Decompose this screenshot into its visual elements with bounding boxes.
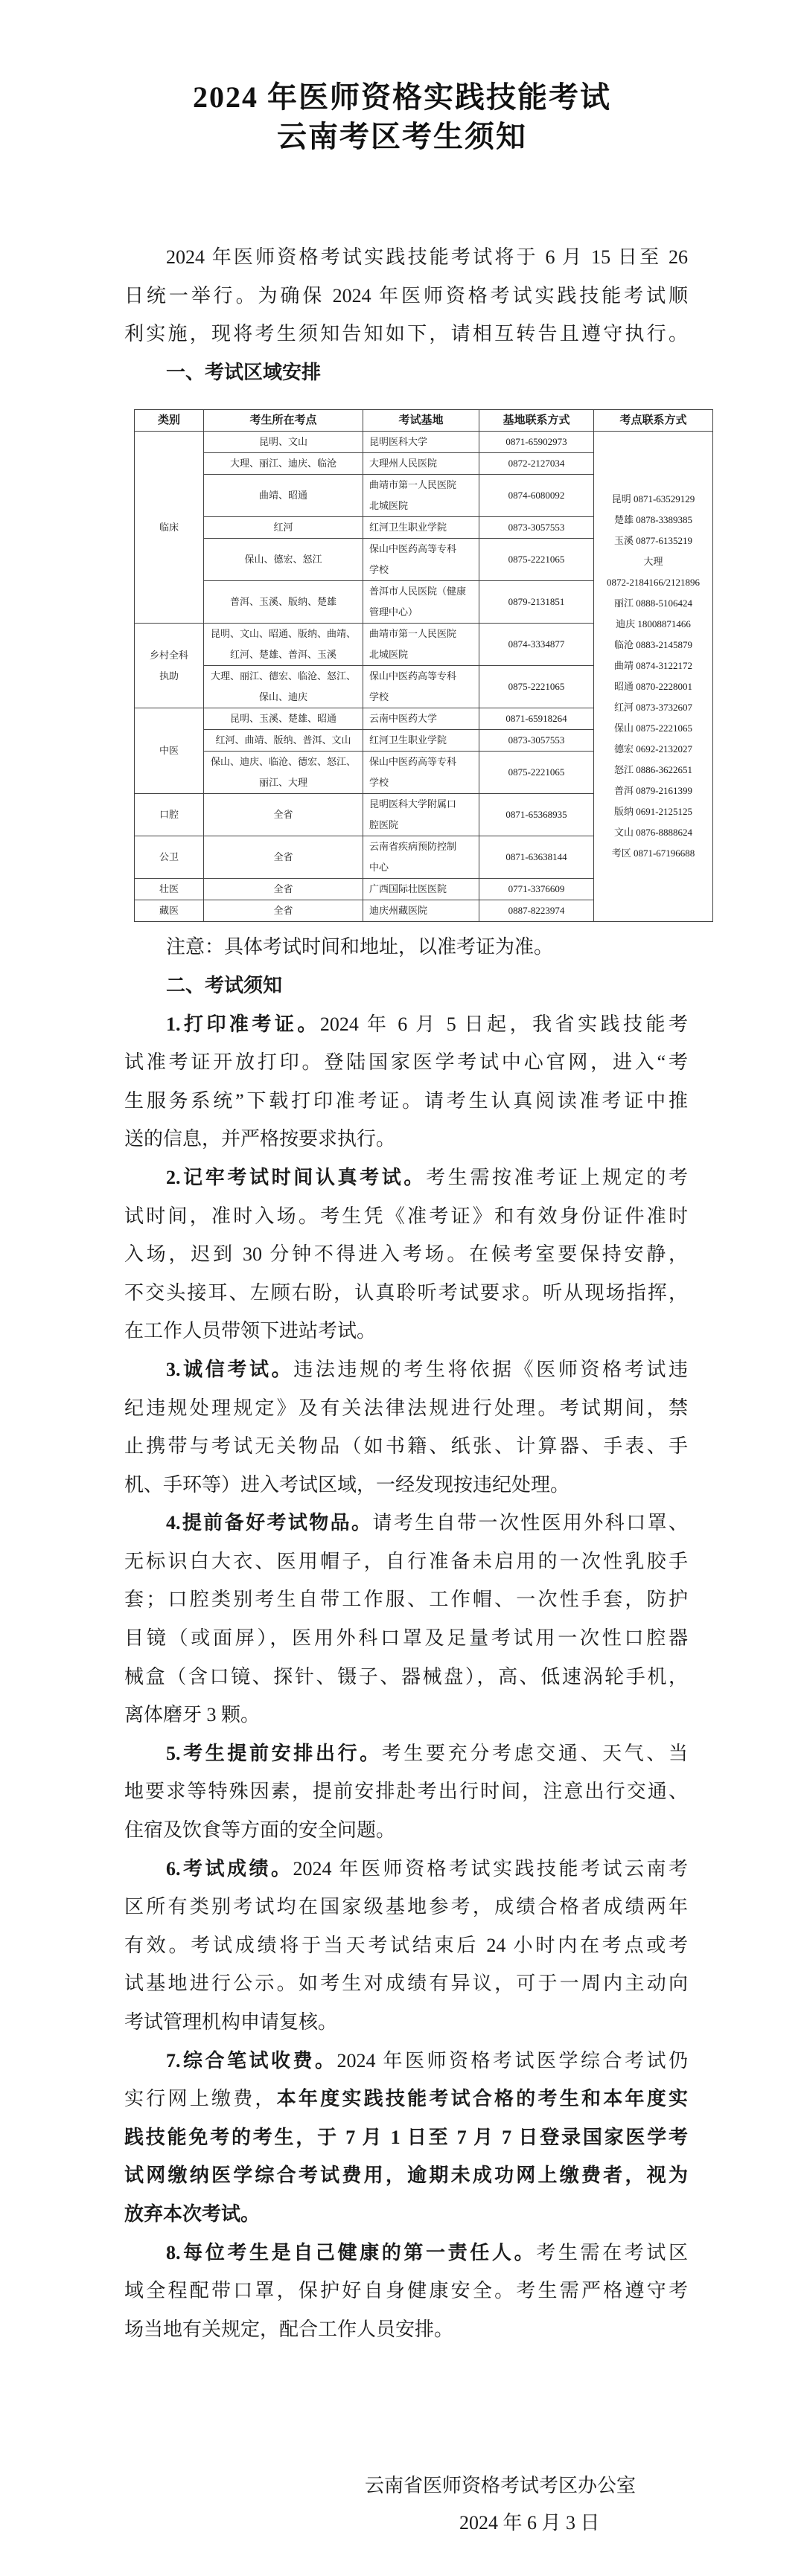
text: 在工作人员带领下进站考试。	[124, 1320, 377, 1342]
issue-date: 2024 年 6 月 3 日	[459, 2512, 600, 2534]
sites-cell	[204, 794, 363, 836]
notice-line	[124, 1274, 688, 1313]
cell-line: 红河卫生职业学院	[369, 734, 447, 746]
category-cell	[135, 794, 204, 836]
cell-line: 大理、丽江、德宏、临沧、怒江、	[210, 670, 356, 682]
cell-line: 昭通 0870-2228001	[613, 681, 693, 693]
cell-line: 丽江 0888-5106424	[613, 597, 693, 609]
base-cell	[363, 624, 479, 666]
cell-line: 玉溪 0877-6135219	[613, 535, 693, 547]
text: 离体磨牙 3 颗。	[124, 1704, 261, 1726]
text: 试准考证开放打印。登陆国家医学考试中心官网，进入“考	[124, 1051, 688, 1074]
text: 试时间，准时入场。考生凭《准考证》和有效身份证件准时	[124, 1205, 688, 1227]
notice-line	[124, 1082, 688, 1121]
text: 2024 年医师资格考试实践技能考试云南考	[293, 1857, 688, 1880]
exam-area-table-wrapper	[134, 409, 712, 922]
text: 场当地有关规定，配合工作人员安排。	[124, 2318, 454, 2340]
cell-line: 学校	[369, 691, 389, 703]
cell-line: 0872-2184166/2121896	[607, 577, 700, 589]
text: 试基地进行公示。如考生对成绩有异议，可于一周内主动向	[124, 1973, 688, 1995]
text: 止携带与考试无关物品（如书籍、纸张、计算器、手表、手	[124, 1435, 688, 1458]
header-base: 考试基地	[363, 410, 479, 432]
issuer-name: 云南省医师资格考试考区办公室	[365, 2475, 636, 2497]
category-cell	[135, 900, 204, 922]
cell-line: 北城医院	[369, 649, 409, 661]
notice-item	[124, 1351, 688, 1504]
base-cell	[363, 432, 479, 453]
cell-line: 丽江、大理	[258, 777, 307, 789]
note-text: 注意：具体考试时间和地址，以准考证为准。	[166, 936, 554, 958]
text: 目镜（或面屏），医用外科口罩及足量考试用一次性口腔器	[124, 1627, 688, 1650]
header-sites: 考生所在考点	[204, 410, 363, 432]
cell-line: 口腔	[159, 809, 179, 821]
cell-line: 红河、曲靖、版纳、普洱、文山	[215, 734, 351, 746]
notice-line	[124, 1466, 688, 1505]
document-title	[0, 77, 804, 156]
notice-line	[124, 1504, 688, 1542]
bold-text: 5.考生提前安排出行。	[166, 1742, 382, 1764]
cell-line: 中心	[369, 862, 389, 874]
cell-line: 昆明医科大学附属口	[369, 798, 457, 810]
cell-line: 公卫	[159, 851, 179, 863]
base-cell	[363, 794, 479, 836]
sites-cell	[204, 836, 363, 879]
header-base-contact: 基地联系方式	[479, 410, 594, 432]
intro-line: 2024 年医师资格考试实践技能考试将于 6 月 15 日至 26	[166, 246, 688, 268]
base-cell	[363, 730, 479, 752]
cell-line: 红河	[273, 522, 293, 534]
notice-line	[124, 1658, 688, 1696]
sites-cell	[204, 453, 363, 475]
category-cell	[135, 879, 204, 900]
notice-line	[124, 1772, 688, 1811]
cell-line: 昆明、文山	[258, 436, 307, 448]
cell-line: 迪庆州藏医院	[369, 905, 428, 917]
base-cell	[363, 708, 479, 730]
cell-line: 普洱 0879-2161399	[613, 785, 693, 797]
text: 机、手环等）进入考试区域，一经发现按违纪处理。	[124, 1473, 570, 1496]
category-cell	[135, 836, 204, 879]
text: 考生要充分考虑交通、天气、当	[381, 1742, 688, 1764]
cell-line: 临床	[159, 521, 179, 533]
text: 有效。考试成绩将于当天考试结束后 24 小时内在考点或考	[124, 1934, 688, 1956]
title-line-1: 2024 年医师资格实践技能考试	[193, 80, 611, 114]
intro-line: 利实施，现将考生须知告知如下，请相互转告且遵守执行。	[124, 323, 688, 345]
text: 考生需在考试区	[536, 2241, 688, 2263]
intro-paragraph	[124, 238, 688, 391]
cell-line: 壮医	[159, 883, 179, 895]
bold-text: 本年度实践技能考试合格的考生和本年度实	[276, 2088, 688, 2110]
cell-line: 怒江 0886-3622651	[613, 764, 693, 776]
cell-line: 昆明 0871-63529129	[611, 493, 695, 505]
notice-line	[124, 1120, 688, 1159]
text: 违法违规的考生将依据《医师资格考试违	[293, 1358, 688, 1380]
base-cell	[363, 453, 479, 475]
category-cell	[135, 708, 204, 794]
notice-line	[124, 2003, 688, 2042]
cell-line: 昆明、玉溪、楚雄、昭通	[229, 713, 336, 725]
sites-cell	[204, 581, 363, 624]
cell-line: 全省	[273, 905, 293, 917]
base-phone-cell: 0875-2221065	[479, 752, 594, 794]
cell-line: 大理	[643, 556, 663, 568]
text: 入场，迟到 30 分钟不得进入考场。在候考室要保持安静，	[124, 1243, 688, 1266]
cell-line: 广西国际壮医医院	[369, 883, 447, 895]
cell-line: 云南省疾病预防控制	[369, 841, 457, 853]
text: 2024 年医师资格考试医学综合考试仍	[336, 2049, 688, 2072]
cell-line: 版纳 0691-2125125	[613, 806, 693, 818]
notice-line	[124, 1696, 688, 1734]
bold-text: 7.综合笔试收费。	[166, 2049, 337, 2072]
sites-cell	[204, 752, 363, 794]
section-heading-1: 一、考试区域安排	[166, 361, 322, 383]
base-phone-cell: 0874-6080092	[479, 475, 594, 517]
cell-line: 红河、楚雄、普洱、玉溪	[229, 649, 336, 661]
notice-line	[124, 1389, 688, 1428]
cell-line: 楚雄 0878-3389385	[613, 514, 693, 526]
notice-line	[124, 1888, 688, 1926]
notice-line	[124, 1542, 688, 1581]
base-phone-cell: 0873-3057553	[479, 730, 594, 752]
text: 套；口腔类别考生自带工作服、工作帽、一次性手套，防护	[124, 1589, 688, 1611]
cell-line: 曲靖、昭通	[258, 490, 307, 502]
cell-line: 曲靖 0874-3122172	[613, 660, 693, 672]
cell-line: 全省	[273, 883, 293, 895]
site-contacts-cell	[594, 432, 713, 922]
cell-line: 文山 0876-8888624	[613, 827, 693, 839]
base-phone-cell: 0871-65918264	[479, 708, 594, 730]
cell-line: 学校	[369, 777, 389, 789]
base-phone-cell: 0879-2131851	[479, 581, 594, 624]
text: 送的信息，并严格按要求执行。	[124, 1128, 396, 1150]
cell-line: 腔医院	[369, 819, 399, 831]
notice-line	[124, 2156, 688, 2195]
cell-line: 保山、德宏、怒江	[244, 554, 322, 565]
sites-cell	[204, 517, 363, 539]
cell-line: 红河 0873-3732607	[613, 702, 693, 714]
base-phone-cell: 0873-3057553	[479, 517, 594, 539]
section-heading-2: 二、考试须知	[166, 974, 283, 996]
cell-line: 管理中心）	[369, 606, 418, 618]
text: 纪违规处理规定》及有关法律法规进行处理。考试期间，禁	[124, 1397, 688, 1419]
cell-line: 执助	[159, 670, 179, 682]
cell-line: 北城医院	[369, 500, 409, 512]
sites-cell	[204, 475, 363, 517]
notice-line	[124, 1734, 688, 1773]
notice-line	[124, 1811, 688, 1850]
sites-cell	[204, 879, 363, 900]
cell-line: 中医	[159, 745, 179, 757]
notice-item	[124, 1504, 688, 1734]
header-category: 类别	[135, 410, 204, 432]
sites-cell	[204, 730, 363, 752]
notice-line	[124, 2080, 688, 2118]
cell-line: 昆明医科大学	[369, 436, 428, 448]
bold-text: 6.考试成绩。	[166, 1857, 293, 1880]
base-phone-cell: 0875-2221065	[479, 666, 594, 708]
text: 实行网上缴费，	[124, 2088, 277, 2110]
text: 械盒（含口镜、探针、镊子、器械盘），高、低速涡轮手机，	[124, 1665, 688, 1688]
base-cell	[363, 475, 479, 517]
cell-line: 临沧 0883-2145879	[613, 639, 693, 651]
bold-text: 践技能免考的考生，于 7 月 1 日至 7 月 7 日登录国家医学考	[124, 2126, 688, 2148]
sites-cell	[204, 432, 363, 453]
notice-line	[124, 1964, 688, 2003]
notice-line	[124, 1926, 688, 1965]
notice-line	[124, 1427, 688, 1466]
text: 区所有类别考试均在国家级基地参考，成绩合格者成绩两年	[124, 1896, 688, 1918]
cell-line: 保山、迪庆	[258, 691, 307, 703]
text: 请考生自带一次性医用外科口罩、	[372, 1512, 688, 1534]
notice-item	[124, 1850, 688, 2042]
notice-item	[124, 2042, 688, 2234]
table-body	[135, 432, 713, 922]
bold-text: 1.打印准考证。	[166, 1013, 320, 1035]
text: 考生需按准考证上规定的考	[426, 1166, 688, 1188]
cell-line: 曲靖市第一人民医院	[369, 479, 457, 491]
table-header-row	[135, 410, 713, 432]
text: 地要求等特殊因素，提前安排赴考出行时间，注意出行交通、	[124, 1781, 688, 1803]
intro-line: 日统一举行。为确保 2024 年医师资格考试实践技能考试顺	[124, 284, 688, 307]
cell-line: 红河卫生职业学院	[369, 522, 447, 534]
notice-line	[124, 2195, 688, 2234]
notice-line	[124, 2310, 688, 2349]
base-cell	[363, 539, 479, 581]
base-cell	[363, 836, 479, 879]
cell-line: 乡村全科	[149, 649, 188, 661]
base-cell	[363, 752, 479, 794]
text: 无标识白大衣、医用帽子，自行准备未启用的一次性乳胶手	[124, 1550, 688, 1572]
cell-line: 昆明、文山、昭通、版纳、曲靖、	[210, 628, 356, 640]
cell-line: 大理、丽江、迪庆、临沧	[229, 458, 336, 470]
notice-line	[124, 1235, 688, 1274]
cell-line: 全省	[273, 851, 293, 863]
notice-item	[124, 1005, 688, 1159]
notice-line	[124, 1005, 688, 1044]
notice-item	[124, 1159, 688, 1351]
cell-line: 保山 0875-2221065	[613, 723, 693, 734]
cell-line: 保山中医药高等专科	[369, 543, 457, 555]
notice-line	[124, 1351, 688, 1389]
sites-cell	[204, 900, 363, 922]
text: 域全程配带口罩，保护好自身健康安全。考生需严格遵守考	[124, 2280, 688, 2302]
base-phone-cell: 0871-63638144	[479, 836, 594, 879]
notice-line	[124, 1850, 688, 1888]
cell-line: 德宏 0692-2132027	[613, 743, 693, 755]
category-cell	[135, 624, 204, 708]
cell-line: 藏医	[159, 905, 179, 917]
notice-line	[124, 1619, 688, 1658]
section-two	[124, 928, 688, 2348]
sites-cell	[204, 624, 363, 666]
base-phone-cell: 0771-3376609	[479, 879, 594, 900]
base-phone-cell: 0871-65368935	[479, 794, 594, 836]
base-cell	[363, 666, 479, 708]
notice-line	[124, 2042, 688, 2080]
text: 考试管理机构申请复核。	[124, 2011, 338, 2033]
text: 2024 年 6 月 5 日起，我省实践技能考	[319, 1013, 688, 1035]
cell-line: 迪庆 18008871466	[616, 618, 691, 630]
cell-line: 保山中医药高等专科	[369, 756, 457, 768]
cell-line: 普洱市人民医院（健康	[369, 586, 467, 597]
sites-cell	[204, 708, 363, 730]
bold-text: 8.每位考生是自己健康的第一责任人。	[166, 2241, 537, 2263]
cell-line: 考区 0871-67196688	[611, 848, 695, 859]
text: 生服务系统”下载打印准考证。请考生认真阅读准考证中推	[124, 1089, 688, 1112]
bold-text: 放弃本次考试。	[124, 2202, 261, 2225]
text: 住宿及饮食等方面的安全问题。	[124, 1819, 396, 1842]
base-phone-cell: 0871-65902973	[479, 432, 594, 453]
bold-text: 试网缴纳医学综合考试费用，逾期未成功网上缴费者，视为	[124, 2165, 688, 2187]
base-cell	[363, 517, 479, 539]
notice-line	[124, 1159, 688, 1197]
cell-line: 全省	[273, 809, 293, 821]
notice-line	[124, 1580, 688, 1619]
notice-line	[124, 2272, 688, 2310]
base-phone-cell: 0887-8223974	[479, 900, 594, 922]
cell-line: 学校	[369, 564, 389, 576]
base-phone-cell: 0874-3334877	[479, 624, 594, 666]
notice-item	[124, 2234, 688, 2349]
bold-text: 2.记牢考试时间认真考试。	[166, 1166, 427, 1188]
base-cell	[363, 581, 479, 624]
cell-line: 保山中医药高等专科	[369, 670, 457, 682]
base-phone-cell: 0875-2221065	[479, 539, 594, 581]
cell-line: 保山、迪庆、临沧、德宏、怒江、	[210, 756, 356, 768]
sites-cell	[204, 666, 363, 708]
notice-line	[124, 1312, 688, 1351]
notice-line	[124, 1043, 688, 1082]
notice-item	[124, 1734, 688, 1850]
cell-line: 曲靖市第一人民医院	[369, 628, 457, 640]
notice-items	[124, 1005, 688, 2349]
exam-area-table	[134, 409, 713, 922]
cell-line: 普洱、玉溪、版纳、楚雄	[229, 596, 336, 608]
title-line-2: 云南考区考生须知	[277, 120, 527, 153]
text: 不交头接耳、左顾右盼，认真聆听考试要求。听从现场指挥，	[124, 1281, 688, 1304]
sites-cell	[204, 539, 363, 581]
base-cell	[363, 879, 479, 900]
cell-line: 云南中医药大学	[369, 713, 438, 725]
signature-block	[365, 2467, 804, 2542]
header-site-contact: 考点联系方式	[594, 410, 713, 432]
notice-line	[124, 2234, 688, 2272]
table-row	[135, 432, 713, 453]
notice-line	[124, 1197, 688, 1236]
base-cell	[363, 900, 479, 922]
notice-line	[124, 2118, 688, 2157]
base-phone-cell: 0872-2127034	[479, 453, 594, 475]
bold-text: 3.诚信考试。	[166, 1358, 294, 1380]
bold-text: 4.提前备好考试物品。	[166, 1512, 373, 1534]
cell-line: 大理州人民医院	[369, 458, 438, 470]
category-cell	[135, 432, 204, 624]
